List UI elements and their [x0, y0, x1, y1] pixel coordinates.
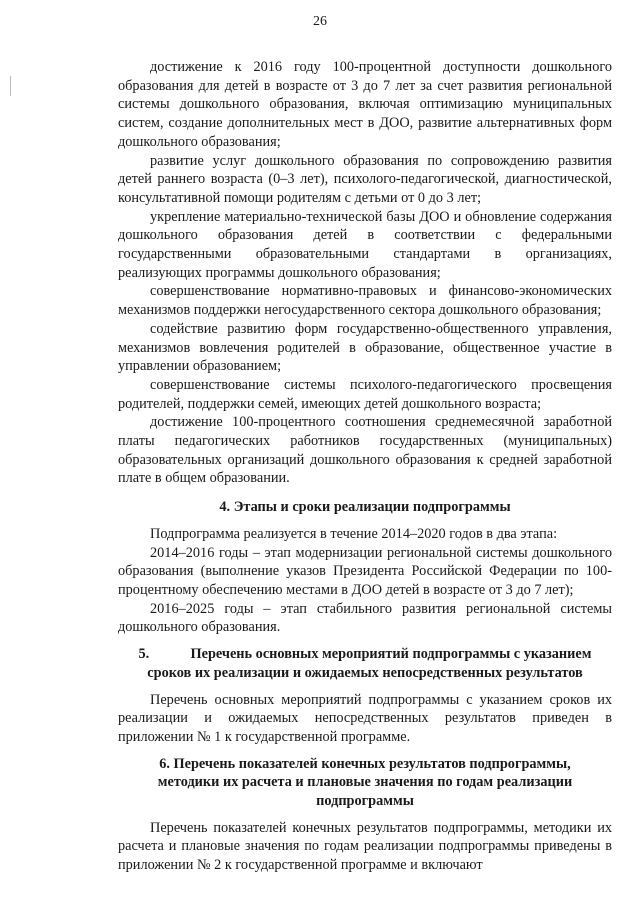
goal-item: содействие развитию форм государственно-общественного управления, механизмов вовлечения родителей в образование, общественное участие в управлении образованием;	[118, 320, 612, 375]
section4-stage2: 2016–2025 годы – этап стабильного развития региональной системы дошкольного образования.	[118, 600, 612, 636]
goal-item: развитие услуг дошкольного образования по сопровождению развития детей раннего возраста (0–3 лет), психолого-педагогической, диагностической, консультативной помощи родителям с детьми от 0 до 3 лет;	[118, 152, 612, 206]
goal-item: достижение 100-процентного соотношения среднемесячной заработной платы педагогических работников государственных (муниципальных) образовательных организаций дошкольного образования к средней заработной плате в общем образовании.	[118, 414, 612, 487]
goal-item: укрепление материально-технической базы ДОО и обновление содержания дошкольного образования детей в соответствии с федеральными государственными образовательными стандартами в организациях, реализующих программы дошкольного образования;	[118, 208, 612, 281]
section4-stage1: 2014–2016 годы – этап модернизации региональной системы дошкольного образования (выполнение указов Президента Российской Федерации по 100-процентному обеспечению местами в ДОО детей в возрасте от 3 до 7 лет);	[118, 544, 612, 598]
page-number: 26	[313, 14, 327, 29]
section5-text: Перечень основных мероприятий подпрограммы с указанием сроков их реализации и ожидаемых непосредственных результатов приведен в приложении № 1 к государственной программе.	[118, 691, 612, 745]
section6-heading-line2: методики их расчета и плановые значения по годам реализации	[157, 774, 573, 791]
margin-mark	[10, 76, 11, 96]
page-body	[118, 58, 612, 875]
section4-intro: Подпрограмма реализуется в течение 2014–2020 годов в два этапа:	[150, 525, 558, 542]
goal-item: достижение к 2016 году 100-процентной доступности дошкольного образования для детей в возрасте от 3 до 7 лет за счет развития региональной системы дошкольного образования, включая оптимизацию муниципальных систем, создание дополнительных мест в ДОО, развитие альтернативных форм дошкольного образования;	[118, 59, 612, 150]
goal-item: совершенствование нормативно-правовых и финансово-экономических механизмов поддержки негосударственного сектора дошкольного образования;	[118, 283, 612, 319]
section6-heading-line3: подпрограммы	[316, 793, 414, 810]
section5-heading-line1: Перечень основных мероприятий подпрограммы с указанием	[190, 646, 592, 663]
section4-heading: 4. Этапы и сроки реализации подпрограммы	[219, 499, 511, 516]
section5-heading	[118, 645, 612, 682]
section5-heading-line2: сроков их реализации и ожидаемых непосредственных результатов	[147, 664, 583, 681]
section6-heading	[118, 755, 612, 811]
goal-item: совершенствование системы психолого-педагогического просвещения родителей, поддержки семей, имеющих детей дошкольного возраста;	[118, 376, 612, 412]
section5-number: 5.	[138, 646, 150, 663]
section6-heading-line1: 6. Перечень показателей конечных результатов подпрограммы,	[159, 755, 571, 772]
section6-text: Перечень показателей конечных результатов подпрограммы, методики их расчета и плановые значения по годам реализации подпрограммы приведены в приложении № 2 к государственной программе и включают	[118, 819, 612, 874]
